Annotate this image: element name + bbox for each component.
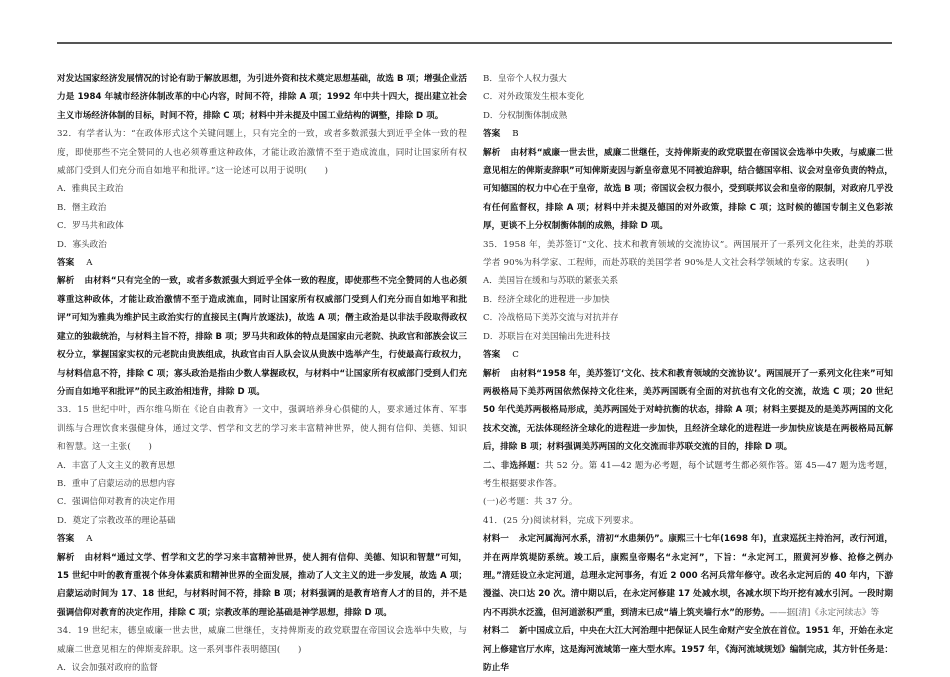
option-d: D．奠定了宗教改革的理论基础 (57, 515, 176, 526)
explanation (483, 365, 893, 457)
question-stem: 34．19 世纪末，德皇威廉一世去世，威廉二世继任，支持俾斯麦的政党联盟在帝国议会选举中失败，与威廉二世意见相左的俾斯麦辞职。这一系列事件表明德国( ) (57, 626, 467, 655)
required-subsection: (一)必考题：共 37 分。 (483, 497, 578, 508)
answer-label: 答案 (483, 350, 501, 361)
question-stem: 32．有学者认为：“在政体形式这个关键问题上，只有完全的一致，或者多数派强大到近乎全体一致的程度，即使那些不完全赞同的人也必须尊重这种政体，才能让政治激情不至于造成流血，同时让国家所有权威部门受到人们充分而自如地平和批评。”这一论述可以用于说明( ) (57, 129, 467, 177)
question-32 (57, 125, 467, 401)
right-column (483, 70, 893, 677)
question-stem: 41．(25 分)阅读材料，完成下列要求。 (483, 515, 639, 526)
explanation-text: 由材料“通过文学、哲学和文艺的学习来丰富精神世界，使人拥有信仰、美德、知识和智慧”可知，15 世纪中叶的教育重视个体身体素质和精神世界的全面发展，推动了人文主义的进一步发展，故选 A 项；启蒙运动时间为 17、18 世纪，与材料时间不符，排除 B 项；材料强调的是教育培育人才的目的，并不是强调信仰对教育的决定作用，排除 C 项；宗教改革的理论基础是神学思想，排除 D 项。 (57, 552, 467, 618)
explanation-label: 解析 (483, 147, 501, 158)
question-stem: 35．1958 年，美苏签订“文化、技术和教育领域的交流协议”。两国展开了一系列文化往来，赴美的苏联学者 90%为科学家、工程师，而赴苏联的美国学者 90%是人文社会科学领域的专家。这表明( ) (483, 239, 893, 269)
answer-value: C (512, 350, 519, 361)
option-a: A．议会加强对政府的监督 (57, 663, 158, 673)
answer-line (57, 254, 467, 272)
explanation-text: 由材料“只有完全的一致，或者多数派强大到近乎全体一致的程度，即使那些不完全赞同的人也必须尊重这种政体，才能让政治激情不至于造成流血，同时让国家所有权威部门受到人们充分而自如地平和批评”可知为雅典为维护民主政治实行的直接民主(陶片放逐法)，故选 A 项；僭主政治是以非法手段取得政权建立的独裁统治，与材料主旨不符，排除 B 项；罗马共和政体的特点是国家由元老院、执政官和部族会议三权分立，掌握国家实权的元老院由贵族组成，执政官由百人队会议从贵族中选举产生，行使最高行政权力，与材料信息不符，排除 C 项；寡头政治是指由少数人掌握政权，与材料中“让国家所有权威部门受到人们充分而自如地平和批评”的民主政治相违背，排除 D 项。 (57, 276, 467, 397)
header-rule (57, 42, 892, 44)
option-a: A．美国旨在缓和与苏联的紧张关系 (483, 276, 619, 287)
option-a: A．雅典民主政治 (57, 184, 124, 195)
explanation-text: 由材料“1958 年，美苏签订‘文化、技术和教育领域的交流协议’。两国展开了一系列文化往来”可知两极格局下美苏两国依然保持文化往来，美苏两国既有全面的对抗也有文化的交流，故选 C 项；20 世纪 50 年代美苏两极格局形成，美苏两国处于对峙抗衡的状态，排除 A 项；材料主要提及的是美苏两国的文化技术交流，无法体现经济全球化的进程进一步加快，且经济全球化的进程进一步加快应该是在两极格局瓦解后，排除 B 项；材料强调美苏两国的文化交流而非苏联交流的目的，排除 D 项。 (483, 368, 893, 453)
answer-line (483, 346, 893, 364)
option-b: B．僭主政治 (57, 202, 107, 213)
option-d: D．苏联旨在对美国输出先进科技 (483, 331, 611, 342)
answer-value: A (86, 258, 93, 269)
question-stem: 33．15 世纪中叶，西尔维乌斯在《论自由教育》一文中，强调培养身心俱健的人，要求通过体育、军事训练与合理饮食来强健身体，通过文学、哲学和文艺的学习来丰富精神世界，使人拥有信仰、美德、知识和智慧。这一主张( ) (57, 405, 467, 453)
explanation-label: 解析 (57, 552, 75, 563)
question-34-continued (483, 70, 893, 236)
material-1-source: ——据[清]《永定河续志》等 (769, 607, 880, 618)
option-c: C．对外政策发生根本变化 (483, 92, 585, 103)
question-41 (483, 512, 893, 677)
material-2-text: 新中国成立后，中央在大江大河治理中把保证人民生命财产安全放在首位。1951 年，开始在永定河上修建官厅水库，这是海河流域第一座大型水库。1957 年，《海河流域规划》编制完成，其方针任务是：防止华 (483, 626, 893, 673)
option-c: C．强调信仰对教育的决定作用 (57, 497, 176, 508)
explanation (57, 272, 467, 401)
explanation (483, 144, 893, 236)
answer-value: B (512, 129, 519, 140)
answer-label: 答案 (483, 129, 501, 140)
material-1-text: 永定河属海河水系，清初“水患频仍”。康熙三十七年(1698 年)，直隶巡抚主持治河，改行河道，并在两岸筑堤防系统。竣工后，康熙皇帝赐名“永定河”，下旨：“永定河工，照黄河岁修、抢修之例办理。”清廷设立永定河道，总理永定河事务，有近 2 000 名河兵常年修守。改名永定河后的 40 年内，下游漫溢、决口达 20 次。清中期以后，在永定河修建 17 处减水坝，各减水坝下均开挖有减水引河。一段时期内不再洪水泛滥，但河道淤积严重，到清末已成“墙上筑夹墙行水”的形势。 (483, 534, 893, 618)
option-b: B．皇帝个人权力强大 (483, 74, 567, 84)
option-d: D．分权制衡体制成熟 (483, 110, 568, 121)
previous-explanation-continuation: 对发达国家经济发展情况的讨论有助于解放思想，为引进外资和技术奠定思想基础，故选 B 项；增强企业活力是 1984 年城市经济体制改革的中心内容，时间不符，排除 A 项；1992 年中共十四大，提出建立社会主义市场经济体制的目标，时间不符，排除 C 项；材料中并未提及中国工业结构的调整，排除 D 项。 (57, 74, 467, 121)
left-column (57, 70, 467, 677)
explanation (57, 549, 467, 623)
answer-line (57, 530, 467, 548)
material-2-label: 材料二 (483, 626, 510, 637)
option-b: B．重申了启蒙运动的思想内容 (57, 478, 176, 489)
question-33 (57, 401, 467, 622)
material-1 (483, 530, 893, 622)
explanation-text: 由材料“威廉一世去世，威廉二世继任，支持俾斯麦的政党联盟在帝国议会选举中失败，与威廉二世意见相左的俾斯麦辞职”可知俾斯麦因与新皇帝意见不同被迫辞职，结合德国宰相、议会对皇帝负责的特点，可知德国的权力中心在于皇帝，故选 B 项；帝国议会权力很小，受到联邦议会和皇帝的限制，对政府几乎没有任何监督权，排除 A 项；材料中并未提及德国的对外政策，排除 C 项；这时候的德国专制主义色彩浓厚，更谈不上分权制衡体制的成熟，排除 D 项。 (483, 147, 893, 232)
option-c: C．罗马共和政体 (57, 221, 124, 232)
explanation-label: 解析 (483, 368, 501, 379)
answer-label: 答案 (57, 534, 75, 545)
option-a: A．丰富了人文主义的教育思想 (57, 460, 175, 471)
answer-value: A (86, 534, 93, 545)
material-2 (483, 622, 893, 677)
option-c: C．冷战格局下美苏交流与对抗并存 (483, 313, 619, 324)
section-instructions: 共 52 分。第 41—42 题为必考题，每个试题考生都必须作答。第 45—47 题为选考题，考生根据要求作答。 (483, 460, 893, 489)
answer-line (483, 125, 893, 143)
question-35 (483, 236, 893, 457)
material-1-label: 材料一 (483, 534, 509, 545)
answer-label: 答案 (57, 258, 75, 269)
section-heading (483, 457, 893, 494)
explanation-label: 解析 (57, 276, 75, 287)
question-34 (57, 622, 467, 677)
option-b: B．经济全球化的进程进一步加快 (483, 294, 610, 305)
option-d: D．寡头政治 (57, 239, 107, 250)
section-title: 二、非选择题： (483, 460, 545, 471)
